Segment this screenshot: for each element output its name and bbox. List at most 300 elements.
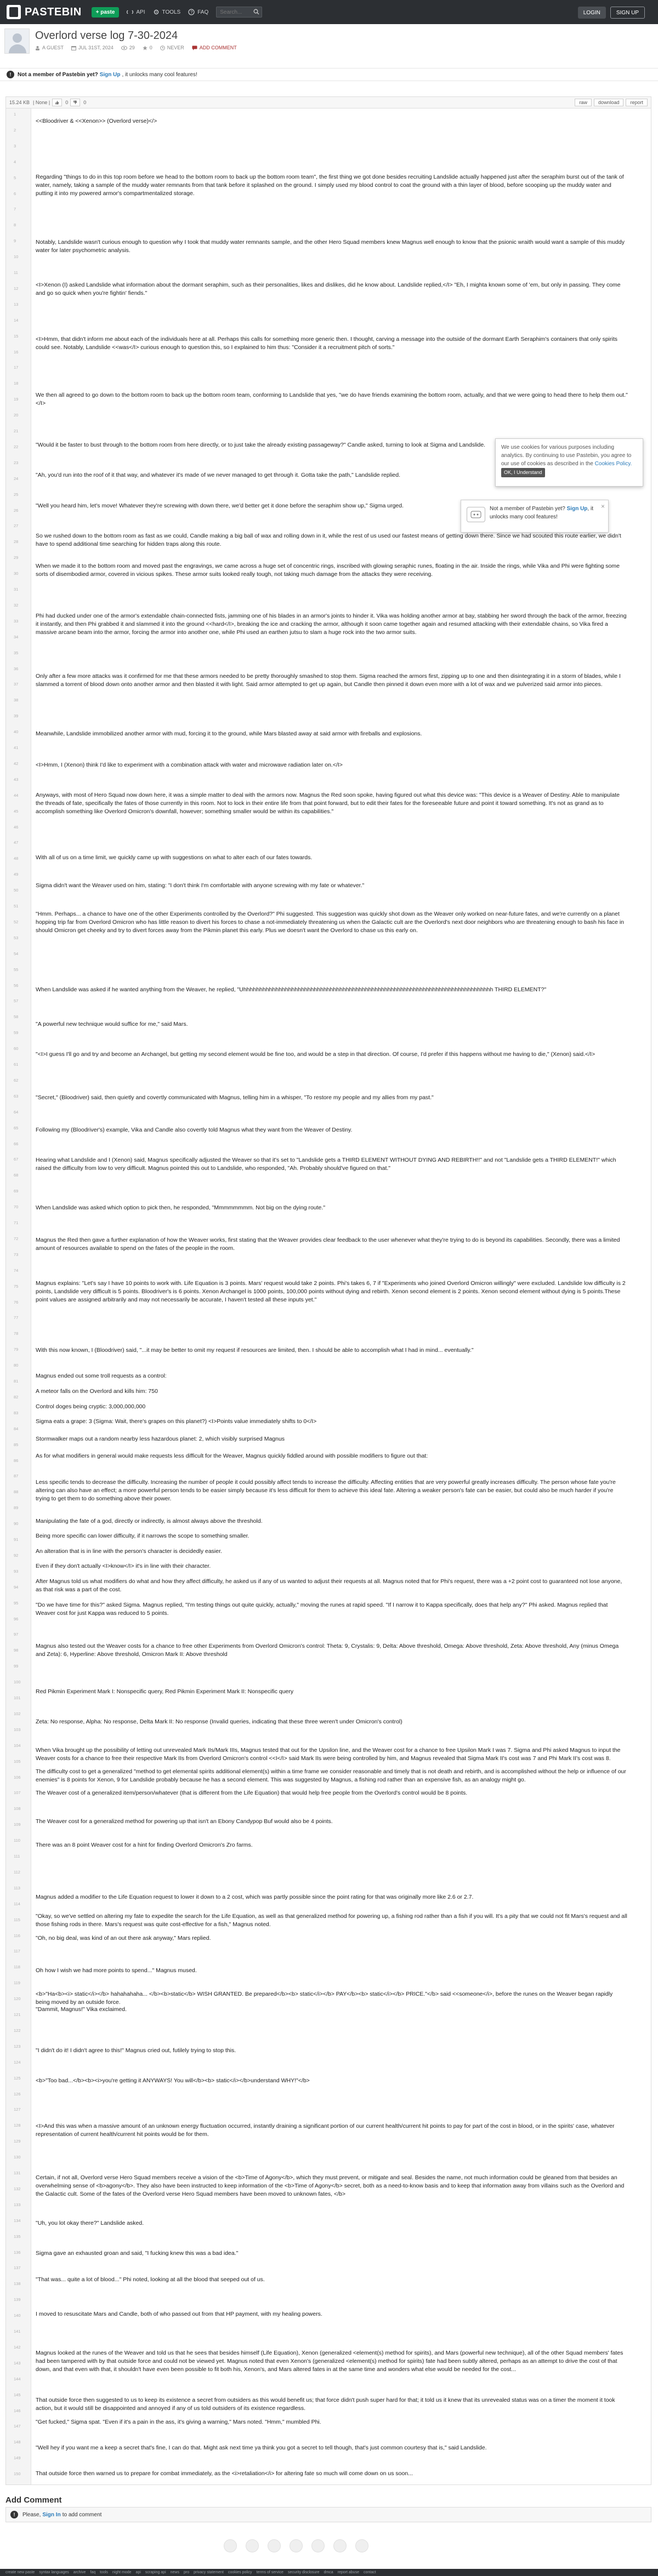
line-number: 63 [14, 1093, 19, 1099]
line-number: 49 [14, 872, 19, 877]
paste-line: When Vika brought up the possibility of letting out unrevealed Mark IIs/Mark IIIs, Magnus tested that out for the Upsilon line, and the Weaver cost for a chance to free Upsilon Mark I was 7. Sigma and Phi asked Magnus to input the Weaver costs for a chance to free their respective Mark IIs from Overlord Omicron's control <<I</I> said Mark IIs were being controlled by him, and Magnus revealed that Sigma Mark II's cost was 7 and Phi Mark II's cost was 8. [36, 1747, 621, 1762]
line-number: 82 [14, 1394, 19, 1400]
nav-faq[interactable] [188, 9, 208, 15]
line-number: 52 [14, 919, 19, 924]
line-number: 10 [14, 254, 19, 260]
cookie-ok-button[interactable]: OK, I Understand [501, 468, 545, 477]
paste-line: "<I>I guess I'll go and try and become an Archangel, but getting my second element would be fine too, and would be a step in that direction. Of course, I'd prefer if this happens without me having to die," (Xenon) said.</I> [36, 1051, 595, 1058]
line-number: 12 [14, 285, 19, 291]
line-number: 146 [14, 2408, 21, 2413]
add-comment-link[interactable]: ADD COMMENT [199, 45, 237, 50]
line-number: 3 [14, 143, 16, 148]
nav-tools[interactable] [153, 9, 181, 15]
line-number: 6 [14, 191, 16, 196]
line-number: 100 [14, 1680, 21, 1685]
line-number: 21 [14, 429, 19, 433]
paste-line: "Secret," (Bloodriver) said, then quietly and covertly communicated with Magnus, telling him in a whisper, "To restore my people and my allies from my past." [36, 1094, 434, 1101]
paste-line: So we rushed down to the bottom room as fast as we could, Candle making a big ball of wax and rolling down in it, while the rest of us used our fastest means of getting down there. Since we had scouted this route earlier, we didn't have to spend additional time searching for hidden traps along this route. [36, 533, 621, 547]
paste-line: "Ah, you'd run into the roof of it that way, and whatever it's made of we never managed to get through it. Gotta take the path," Landslide replied. [36, 472, 401, 478]
paste-line: As for what modifiers in general would make requests less difficult for the Weaver, Magnus quickly fiddled around with possible modifiers to figure out that: [36, 1453, 428, 1459]
paste-line: Anyways, with most of Hero Squad now down here, it was a simple matter to deal with the armors now. Magnus the Red soon spoke, having figured out what this device was: "This device is a Weaver of Destiny. Able to manipulate the threads of fate, specifically the fates of those currently in this room. Not to lock in their entire life from that point forward, but to edit their fates for the foreseeable future and point it toward something. It's not as grand as to accomplish something like Overlord Omicron's downfall, however; something smaller would be within its capabilities." [36, 792, 620, 815]
line-number: 107 [14, 1790, 21, 1796]
alert-icon: ! [10, 2511, 18, 2518]
line-number: 58 [14, 1014, 19, 1020]
paste-line: <b>"Too bad...</b><b><i>you're getting it ANYWAYS! You will</b><b> static</i></b>understand WHY!"</b> [36, 2077, 310, 2084]
paste-line: "Do we have time for this?" asked Sigma. Magnus replied, "I'm testing things out quite quickly, actually," moving the runes at rapid speed. "If I narrow it to Kappa specifically, does that help any?" Phi asked. Magnus replied that Weaver cost for just Kappa was reduced to 5 points. [36, 1602, 608, 1617]
footer-link[interactable]: news [170, 2571, 179, 2574]
line-number: 35 [14, 650, 19, 655]
line-number: 118 [14, 1964, 20, 1970]
paste-line: "Okay, so we've settled on altering my fate to expedite the search for the Life Equation, as well as that generalized method for powering up, a fishing rod rather than a fish if you will. It's a pity that we could not fit Mars's request and all those fishing rods in there. Mars's request was quite cost-effective for a fish," Magnus noted. [36, 1913, 627, 1928]
line-number: 102 [14, 1711, 21, 1716]
paste-line: Meanwhile, Landslide immobilized another armor with mud, forcing it to the ground, while Mars blasted away at said armor with fireballs and explosions. [36, 730, 422, 737]
footer-link[interactable]: privacy statement [194, 2571, 224, 2574]
thumbs-down-icon [73, 100, 77, 105]
line-number: 74 [14, 1267, 19, 1273]
logo-text: PASTEBIN [25, 5, 82, 18]
line-number: 27 [14, 523, 19, 529]
line-number: 113 [14, 1885, 20, 1890]
line-number: 94 [14, 1584, 19, 1590]
paste-line: Phi had ducked under one of the armor's extendable chain-connected fists, jamming one of his blades in an armor's joints to hinder it. Vika was holding another armor at bay, stabbing her sword through the back of the armor, freezing it instantly, and then Phi grabbed it and slammed it into the ground <<hard</I>, breaking the ice and cracking the armor, although it soon came together again and resumed attacking with their extendable chains, so Vika fired a massive arcane beam into the armor, forcing the armor into another one, while Phi used an earthen jutsu to slam a huge rock into the two armor suits. [36, 613, 627, 636]
svg-text:?: ? [190, 10, 193, 15]
social-icon[interactable] [268, 2539, 281, 2552]
views-count: 29 [129, 45, 135, 50]
line-number: 11 [14, 270, 18, 275]
line-number: 5 [14, 175, 16, 180]
paste-line: Only after a few more attacks was it confirmed for me that these armors needed to be pretty thoroughly smashed to stop them. Sigma reached the armors first, zipping up to one and then disintegrating it in a storm of blades, while I slammed a torrent of blood down onto another armor and then blasted it with light. Said armor attempted to get up again, but Candle then pinned it down even more with a lot of wax and we pulverized said armor into pieces. [36, 673, 621, 688]
paste-line: When Landslide was asked if he wanted anything from the Weaver, he replied, "Uhhhhhhhhhhhhhhhhhhhhhhhhhhhhhhhhhhhhhhhhhhhhhhhhhhhhhhhhhhhhhhhhhhhhhhhhhhhhhh THIRD ELEMENT?" [36, 986, 547, 993]
line-number: 91 [14, 1537, 19, 1542]
notice-signup-link[interactable]: Sign Up [99, 71, 121, 78]
comment-icon [192, 45, 197, 50]
downvote-count: 0 [83, 100, 87, 105]
line-number: 48 [14, 856, 19, 861]
views-meta [121, 45, 135, 50]
floating-signup-link[interactable]: Sign Up [566, 506, 588, 512]
line-number: 32 [14, 602, 19, 608]
raw-button[interactable]: raw [575, 99, 592, 106]
paste-size: 15.24 KB [9, 100, 30, 105]
footer-link[interactable]: contact [363, 2571, 376, 2574]
avatar [4, 28, 30, 54]
paste-line: Magnus looked at the runes of the Weaver and told us that he sees that besides himself (Life Equation), Xenon (generalized <element(s) method for spirits), and Mars (powerful new technique), all of the other Squad members' fates had been tampered with by that outside force and could not be viewed yet. Magnus noted that even Xenon's (generalized <element(s) method for spirits) fate had been subtly altered, perhaps as an attempt to drive the cost of that down, and that even with that, it shouldn't have even been possible to fit both his, Xenon's, and Mars altered fates in at the same time and wonders what else would be needed for the cost... [36, 2350, 623, 2373]
line-number: 77 [14, 1315, 19, 1321]
new-paste-button[interactable]: + paste [92, 7, 120, 18]
site-logo[interactable] [7, 5, 82, 19]
author-meta [35, 45, 64, 50]
footer-link[interactable]: terms of service [256, 2571, 283, 2574]
line-number: 112 [14, 1869, 20, 1875]
line-number: 133 [14, 2202, 21, 2207]
line-number: 46 [14, 824, 19, 830]
line-number: 109 [14, 1822, 21, 1827]
line-number: 25 [14, 492, 19, 497]
line-number: 55 [14, 967, 19, 972]
paste-line: "Dammit, Magnus!" Vika exclaimed. [36, 2006, 127, 2013]
footer-link[interactable]: faq [90, 2571, 96, 2574]
faq-icon [188, 9, 195, 15]
line-number: 143 [14, 2360, 21, 2366]
paste-line: A meteor falls on the Overlord and kills him: 750 [36, 1388, 158, 1395]
line-number: 62 [14, 1077, 19, 1083]
date-meta [71, 45, 114, 50]
footer-link[interactable]: pro [183, 2571, 190, 2574]
line-number: 16 [14, 349, 19, 355]
line-number: 30 [14, 571, 19, 576]
line-number: 1 [14, 112, 16, 117]
line-number: 89 [14, 1505, 19, 1511]
line-number: 92 [14, 1552, 19, 1558]
paste-line: We then all agreed to go down to the bottom room to back up the bottom room team, conforming to Landslide that yes, "we do have friends examining the bottom room, actually, and that we were going to head there to help them out."</I> [36, 392, 628, 407]
line-number: 145 [14, 2392, 21, 2397]
paste-line: There was an 8 point Weaver cost for a hint for finding Overlord Omicron's Zro farms. [36, 1842, 253, 1848]
line-number: 73 [14, 1252, 19, 1257]
paste-line: That outside force then suggested to us to keep its existence a secret from outsiders as this would benefit us; that force didn't push super hard for that; it told us it knew that its unrevealed status was on a timer the moment it took action, but it would still be disappointed and annoyed if any of us told outsiders of its existence regardless. [36, 2397, 615, 2412]
line-number: 134 [14, 2218, 21, 2223]
calendar-icon [71, 45, 76, 50]
floating-notice-rest: , it unlocks many cool features! [490, 506, 593, 520]
line-number: 105 [14, 1758, 21, 1764]
nav-api-label: API [136, 9, 145, 15]
paste-line: Notably, Landslide wasn't curious enough to question why I took that muddy water remnants sample, and the other Hero Squad members knew Magnus well enough to know that the psionic wraith would want a sample of this muddy water for later psychometric analysis. [36, 239, 625, 254]
line-number: 116 [14, 1933, 20, 1938]
footer-link[interactable]: cookies policy [228, 2571, 252, 2574]
alert-icon: ! [7, 71, 14, 78]
line-number: 14 [14, 317, 19, 323]
paste-line: "I didn't do it! I didn't agree to this!" Magnus cried out, futilely trying to stop this. [36, 2047, 236, 2054]
line-number: 131 [14, 2171, 21, 2175]
page-title: Overlord verse log 7-30-2024 [35, 30, 178, 42]
line-number: 54 [14, 951, 19, 956]
footer-link[interactable]: archive [73, 2571, 86, 2574]
social-icon[interactable] [246, 2539, 259, 2552]
line-number: 96 [14, 1616, 19, 1621]
paste-line: Magnus added a modifier to the Life Equation request to lower it down to a 2 cost, which was partly possible since the point rating for that was originally more like 2.6 or 2.7. [36, 1894, 474, 1900]
paste-line: Less specific tends to decrease the difficulty. Increasing the number of people it could possibly affect tends to increase the difficulty. Affecting entities that are very powerful greatly increases difficulty. The person whose fate you're altering can also have an effect; a more powerful person tends to be easier simply because it's less difficult for them to achieve this ideal fate. Altering a weaker person's fate can be easier, but could also be much harder if you're trying to get them to do something above their power. [36, 1479, 616, 1502]
nav-tools-label: TOOLS [162, 9, 181, 15]
paste-line: <I>Hmm, I (Xenon) think I'd like to experiment with a combination attack with water and microwave radiation later on.</I> [36, 762, 343, 768]
line-number: 81 [14, 1379, 19, 1384]
line-number: 88 [14, 1489, 19, 1495]
paste-line: <I>Hmm, that didn't inform me about each of the individuals here at all. Perhaps this calls for something more generic then. I thought, carving a message into the outside of the dormant Earth Seraphim's containers that only spirits could see. Notably, Landslide <<was</I> curious enough to question this, so I explained to him thus: "Consider it a recruitment pitch of sorts." [36, 336, 617, 351]
line-number: 119 [14, 1980, 20, 1986]
nav-api[interactable] [127, 9, 145, 15]
line-number: 104 [14, 1743, 21, 1748]
paste-line: Regarding "things to do in this top room before we head to the bottom room to back up the bottom room team", the first thing we got done besides recruiting Landslide actually happened just after the seraphim burst out of the tank of water, namely, taking a sample of the muddy water remnants from that tank before it splashed on the ground. I simply used my blood control to coat the ground with a thin layer of blood, before scooping up the muddy water and putting it into my powered armor's compartmentalized storage. [36, 174, 624, 197]
line-number: 78 [14, 1331, 19, 1336]
downvote-button[interactable] [70, 99, 80, 106]
paste-line: Even if they don't actually <I>know</I> it's in line with their character. [36, 1563, 211, 1569]
floating-notice-strong: Not a member of Pastebin yet? [490, 506, 565, 512]
line-number: 148 [14, 2440, 21, 2445]
line-number: 125 [14, 2075, 21, 2081]
comment-signin-box [5, 2507, 651, 2522]
paste-line: Control doges being cryptic: 3,000,000,000 [36, 1403, 146, 1410]
line-number: 142 [14, 2344, 21, 2350]
line-number: 8 [14, 222, 16, 228]
line-number: 136 [14, 2249, 21, 2255]
line-number: 2 [14, 127, 16, 133]
comment-signin-link[interactable]: Sign In [42, 2511, 61, 2518]
line-number: 22 [14, 444, 19, 449]
paste-line: Magnus ended out some troll requests as a control: [36, 1373, 167, 1379]
paste-line: <<Bloodriver & <<Xenon>> (Overlord verse)</> [36, 118, 157, 124]
tools-icon [153, 9, 160, 15]
line-number: 70 [14, 1204, 19, 1210]
footer-link[interactable]: dmca [324, 2571, 333, 2574]
line-number: 44 [14, 792, 19, 798]
paste-line: Being more specific can lower difficulty, if it narrows the scope to something smaller. [36, 1533, 249, 1539]
line-number: 110 [14, 1838, 20, 1843]
line-number: 137 [14, 2265, 21, 2271]
paste-header [0, 24, 658, 60]
line-number: 60 [14, 1046, 19, 1052]
line-number: 150 [14, 2471, 21, 2477]
pastebin-logo-icon [7, 5, 21, 19]
user-icon [35, 45, 40, 50]
footer-link[interactable]: night mode [112, 2571, 132, 2574]
paste-line: Oh how I wish we had more points to spend..." Magnus mused. [36, 1967, 197, 1974]
nav-faq-label: FAQ [197, 9, 209, 15]
thumbs-up-icon [55, 100, 59, 105]
cookie-text: We use cookies for various purposes including analytics. By continuing to use Pastebin, you agree to our use of cookies as described in the [501, 444, 632, 467]
line-number: 141 [14, 2329, 21, 2334]
line-number: 126 [14, 2091, 21, 2097]
line-number: 45 [14, 808, 19, 814]
search [216, 7, 262, 18]
add-comment-heading: Add Comment [5, 2495, 62, 2505]
paste-line: An alteration that is in line with the person's character is decidedly easier. [36, 1548, 222, 1555]
line-number: 26 [14, 507, 19, 513]
paste-line: Magnus also tested out the Weaver costs for a chance to free other Experiments from Overlord Omicron's control: Theta: 9, Crystalis: 9, Delta: Above threshold, Omega: Above threshold, Zeta: Above threshold, Any (minus Omega and Zeta): 6, Hyperline: Above threshold, Omicron Mark II: Above threshold [36, 1643, 619, 1658]
line-number: 75 [14, 1283, 19, 1289]
paste-line: "Well hey if you want me a keep a secret that's fine, I can do that. Might ask next time ya think you got a secret to tell though, that's just common courtesy that is," said Landslide. [36, 2444, 487, 2451]
paste-line: The Weaver cost of a generalized item/person/whatever (that is different from the Life Equation) that would help free people from the Overlord's control would be 8 points. [36, 1790, 468, 1796]
line-number: 101 [14, 1695, 21, 1700]
paste-line: After Magnus told us what modifiers do what and how they affect difficulty, he asked us if any of us wanted to adjust their requests at all. Magnus noted that for Phi's request, there was a +2 point cost to guaranteed not lose anyone, as that risk was a part of the cost. [36, 1578, 622, 1593]
line-number: 129 [14, 2139, 21, 2144]
rating-value: 0 [149, 45, 152, 50]
comment-rest: to add comment [62, 2511, 102, 2518]
paste-line: Sigma didn't want the Weaver used on him, stating: "I don't think I'm comfortable with anyone screwing with my fate or whatever." [36, 882, 365, 889]
paste-line: Red Pikmin Experiment Mark I: Nonspecific query, Red Pikmin Experiment Mark II: Nonspecific query [36, 1688, 294, 1695]
social-icon[interactable] [290, 2539, 303, 2552]
paste-line: When Landslide was asked which option to pick then, he responded, "Mmmmmmmm. Not big on the dying route." [36, 1204, 326, 1211]
paste-line: I moved to resuscitate Mars and Candle, both of who passed out from that HP payment, with my healing powers. [36, 2311, 322, 2317]
expiry-meta [160, 45, 184, 50]
line-number: 41 [14, 745, 19, 750]
footer-link[interactable]: syntax languages [39, 2571, 69, 2574]
paste-line: <I>Xenon (I) asked Landslide what information about the dormant seraphim, such as their personalities, likes and dislikes, did he know about. Landslide replied,</I> "Eh, I mighta known some of 'em, but only in passing. They come and go so quick when you're fightin' fiends." [36, 282, 621, 296]
line-number: 36 [14, 666, 19, 671]
paste-toolbar [5, 96, 651, 108]
paste-line: Sigma eats a grape: 3 (Sigma: Wait, there's grapes on this planet?) <I>Points value immediately shifts to 0</I> [36, 1418, 317, 1425]
line-number: 19 [14, 397, 19, 402]
line-number: 108 [14, 1806, 21, 1812]
line-number: 9 [14, 238, 16, 244]
category-value: None [35, 100, 48, 105]
line-number: 47 [14, 840, 19, 846]
star-icon [143, 45, 148, 50]
author-name[interactable]: A GUEST [42, 45, 64, 50]
social-icon[interactable] [333, 2539, 347, 2552]
line-number: 97 [14, 1632, 19, 1637]
line-number: 68 [14, 1173, 19, 1178]
line-number: 34 [14, 634, 19, 639]
line-number: 37 [14, 682, 19, 687]
line-number: 66 [14, 1141, 19, 1146]
auth-buttons [574, 7, 645, 19]
line-number: 93 [14, 1568, 19, 1574]
line-number: 120 [14, 1996, 21, 2002]
line-number: 99 [14, 1664, 19, 1669]
download-button[interactable]: download [594, 99, 624, 106]
line-number: 61 [14, 1062, 19, 1067]
line-number: 83 [14, 1410, 19, 1415]
paste-line: Stormwalker maps out a random nearby less hazardous planet: 2, which visibly surprised Magnus [36, 1436, 285, 1442]
line-number: 43 [14, 776, 19, 782]
paste-line: Certain, if not all, Overlord verse Hero Squad members receive a vision of the <b>Time of Agony</b>, which they must prevent, or mitigate and seal. Besides the name, not much information could be gleaned from that besides an overwhelming sense of <b>agony</b>. They also have been instructed to keep information of the <b>Time of Agony</b> secret, both as a need-to-know basis and to keep that information away from villains such as the Overlord and the Galactic cult. Some of the fates of the Overlord verse Hero Squad members have been moved to unknown fates, </b> [36, 2174, 625, 2197]
search-icon[interactable] [253, 9, 259, 15]
paste-line: "Oh, no big deal, was kind of an out there ask anyway," Mars replied. [36, 1935, 211, 1941]
line-number: 103 [14, 1727, 21, 1732]
cookie-policy-link[interactable]: Cookies Policy. [594, 461, 632, 467]
footer-link[interactable]: security disclosure [287, 2571, 320, 2574]
line-number: 53 [14, 935, 19, 940]
line-number: 149 [14, 2455, 21, 2461]
paste-line: The Weaver cost for a generalized method for powering up that isn't an Ebony Candypop Buf would also be 4 points. [36, 1818, 333, 1825]
line-number: 123 [14, 2043, 21, 2049]
line-number: 90 [14, 1521, 19, 1527]
line-number: 117 [14, 1949, 20, 1954]
paste-line: With all of us on a time limit, we quickly came up with suggestions on what to alter each of our fates towards. [36, 854, 313, 861]
line-number: 64 [14, 1109, 19, 1115]
line-number: 85 [14, 1442, 19, 1447]
line-number: 56 [14, 983, 19, 988]
line-number: 76 [14, 1299, 19, 1305]
line-number: 135 [14, 2234, 21, 2239]
line-number: 132 [14, 2186, 21, 2191]
signup-button[interactable]: SIGN UP [610, 7, 645, 19]
line-number: 29 [14, 555, 19, 561]
paste-line: <b>"Ha<b><i> static</i></b> hahahahaha... </b><b>static</b> WISH GRANTED. Be prepared</b><b> static</i></b> PAY</b><b> static</i></b> PRICE."</b> said <<someone</i>, before the runes on the Weaver began rapidly being moved by an outside force. [36, 1991, 613, 2006]
paste-line: When we made it to the bottom room and moved past the engravings, we came across a huge set of concentric rings, inscribed with glowing seraphic runes, floating in the air. Inside the rings, while Vika and Phi were fighting some sorts of disembodied armor, covered in vicious spikes. These armor suits looked really tough, not taking much damage from the attacks they were receiving. [36, 563, 620, 578]
line-number: 84 [14, 1426, 19, 1431]
paste-date: JUL 31ST, 2024 [78, 45, 114, 50]
line-number: 39 [14, 713, 19, 719]
category-label: | None | [33, 100, 50, 105]
line-number: 138 [14, 2281, 21, 2287]
line-number: 122 [14, 2027, 21, 2033]
paste-line: "A powerful new technique would suffice for me," said Mars. [36, 1021, 188, 1027]
top-nav-bar [0, 0, 658, 24]
line-number: 7 [14, 207, 16, 212]
paste-line: "Get fucked," Sigma spat. "Even if it's a pain in the ass, it's giving a warning," Mars noted. "Hmm," mumbled Phi. [36, 2419, 321, 2425]
report-button[interactable]: report [626, 99, 648, 106]
line-number: 23 [14, 460, 19, 465]
line-number: 80 [14, 1363, 19, 1368]
footer-link[interactable]: scraping api [145, 2571, 166, 2574]
line-number: 15 [14, 333, 19, 339]
line-number: 33 [14, 618, 19, 624]
member-notice [0, 68, 658, 81]
line-number: 51 [14, 904, 19, 909]
footer-link[interactable]: create new paste [5, 2571, 35, 2574]
line-number: 20 [14, 413, 19, 418]
line-number: 98 [14, 1648, 19, 1653]
social-icon[interactable] [355, 2539, 368, 2552]
line-number: 147 [14, 2424, 21, 2429]
paste-line: Magnus the Red then gave a further explanation of how the Weaver works, first stating that the Weaver provides clear feedback to the user whenever what they're trying to do is beyond its capabilities. Secondly, there was a limited amount of resources available to spend on the fates of the people in the room. [36, 1237, 620, 1252]
line-number: 4 [14, 159, 16, 164]
line-number: 111 [14, 1854, 20, 1859]
footer-link[interactable]: api [135, 2571, 141, 2574]
line-number: 106 [14, 1774, 21, 1780]
line-number: 86 [14, 1458, 19, 1463]
paste-line: Hearing what Landslide and I (Xenon) said, Magnus specifically adjusted the Weaver so that it's set to "Landslide gets a THIRD ELEMENT WITHOUT DYING AND REBIRTH!!" and not "Landslide gets a THIRD ELEMENT!" which raised the difficulty from low to very difficult. Magnus pointed this out to Landslide, who responded, "Ah. Probably should've figured on that." [36, 1157, 616, 1172]
line-number: 79 [14, 1347, 19, 1352]
paste-line: Following my (Bloodriver's) example, Vika and Candle also covertly told Magnus what they want from the Weaver of Destiny. [36, 1127, 353, 1133]
line-number: 124 [14, 2059, 21, 2065]
api-icon [127, 9, 133, 15]
login-button[interactable]: LOGIN [578, 7, 606, 19]
line-number: 140 [14, 2313, 21, 2318]
line-number: 67 [14, 1157, 19, 1162]
upvote-button[interactable] [52, 99, 62, 106]
line-number: 50 [14, 888, 19, 893]
notice-rest: , it unlocks many cool features! [122, 71, 197, 78]
line-number: 128 [14, 2123, 21, 2128]
paste-line: "Hmm. Perhaps... a chance to have one of the other Experiments controlled by the Overlord?" Phi suggested. This suggestion was quickly shot down as the Weaver only worked on near-future fates, and we're currently on a planet hopping trip far from Overlord Omicron who has little reason to divert his forces to chase a not-immediately threatening us when the Galactic cult are the Overlord's next door neighbors who are threatening enough to bash his face in should Omicron get cheeky and try to divert forces away from the Pikmin planet this early. Plus we doesn't want the Overlord to chase us this early on. [36, 911, 624, 934]
paste-line: Magnus explains: "Let's say I have 10 points to work with. Life Equation is 3 points. Mars' request would take 2 points. Phi's takes 6, 7 if "Experiments who joined Overlord Omicron willingly" were excluded. Landslide low difficulty is 2 points, Landslide very difficult is 5 points. Bloodriver's is 6 points. Xenon Archangel is 1000 points, 100,000 points without dying and rebirth. Xenon second element is 2 points. Xenon second element without dying is 5 points.These point values are assigned arbitrarily and may not necessarily be accurate, I haven't tested all these inputs yet." [36, 1280, 626, 1303]
paste-line: Manipulating the fate of a god, directly or indirectly, is almost always above the threshold. [36, 1518, 263, 1524]
line-number: 130 [14, 2155, 21, 2160]
line-number: 144 [14, 2376, 21, 2381]
paste-line: "That was... quite a lot of blood..." Phi noted, looking at all the blood that seeped out of us. [36, 2276, 265, 2283]
add-comment-meta[interactable] [192, 45, 237, 50]
expiry-value: NEVER [167, 45, 184, 50]
line-number: 121 [14, 2012, 21, 2017]
paste-line: "Well you heard him, let's move! Whatever they're screwing with down there, we'd better get it done before the seraphim show up," Sigma urged. [36, 502, 404, 509]
paste-line: With this now known, I (Bloodriver) said, "...it may be better to omit my request if resources are limited, then. I should be able to accomplish what I had in mind... eventually." [36, 1347, 474, 1353]
paste-line: "Uh, you lot okay there?" Landslide asked. [36, 2220, 144, 2226]
line-number: 24 [14, 476, 19, 481]
line-number: 115 [14, 1917, 20, 1922]
paste-line: The difficulty cost to get a generalized "method to get elemental spirits additional element(s) within a time frame we consider reasonable and timely that is not death and rebirth, and is accomplished without the help or influence of our enemies" is 8 points for Xenon, 9 for Landslide probably because he has a second element. This was suggested by Magnus, a fishing rod rather than an expensive fish, as an analogy might go. [36, 1768, 626, 1783]
line-number: 127 [14, 2107, 21, 2112]
paste-line: <I>And this was when a massive amount of an unknown energy fluctuation occurred, instantly draining a significant portion of our current health/current hit points to pay for part of the cost in blood, or in the spirits' case, whatever representation of current health/current hit points would be for them. [36, 2123, 615, 2138]
line-number: 114 [14, 1901, 20, 1906]
eye-icon [121, 45, 127, 50]
line-number: 38 [14, 698, 19, 703]
footer-links [5, 2571, 381, 2574]
paste-meta [35, 45, 245, 50]
line-number: 95 [14, 1600, 19, 1606]
social-icon[interactable] [311, 2539, 325, 2552]
notice-strong: Not a member of Pastebin yet? [18, 71, 98, 78]
upvote-count: 0 [65, 100, 69, 105]
paste-actions [572, 99, 648, 106]
line-number: 42 [14, 761, 19, 766]
line-number: 13 [14, 301, 19, 307]
social-icon[interactable] [224, 2539, 237, 2552]
footer-link[interactable]: report abuse [337, 2571, 359, 2574]
line-number: 69 [14, 1189, 19, 1194]
line-number: 57 [14, 998, 19, 1004]
close-icon[interactable]: × [600, 502, 605, 510]
footer-link[interactable]: tools [100, 2571, 108, 2574]
